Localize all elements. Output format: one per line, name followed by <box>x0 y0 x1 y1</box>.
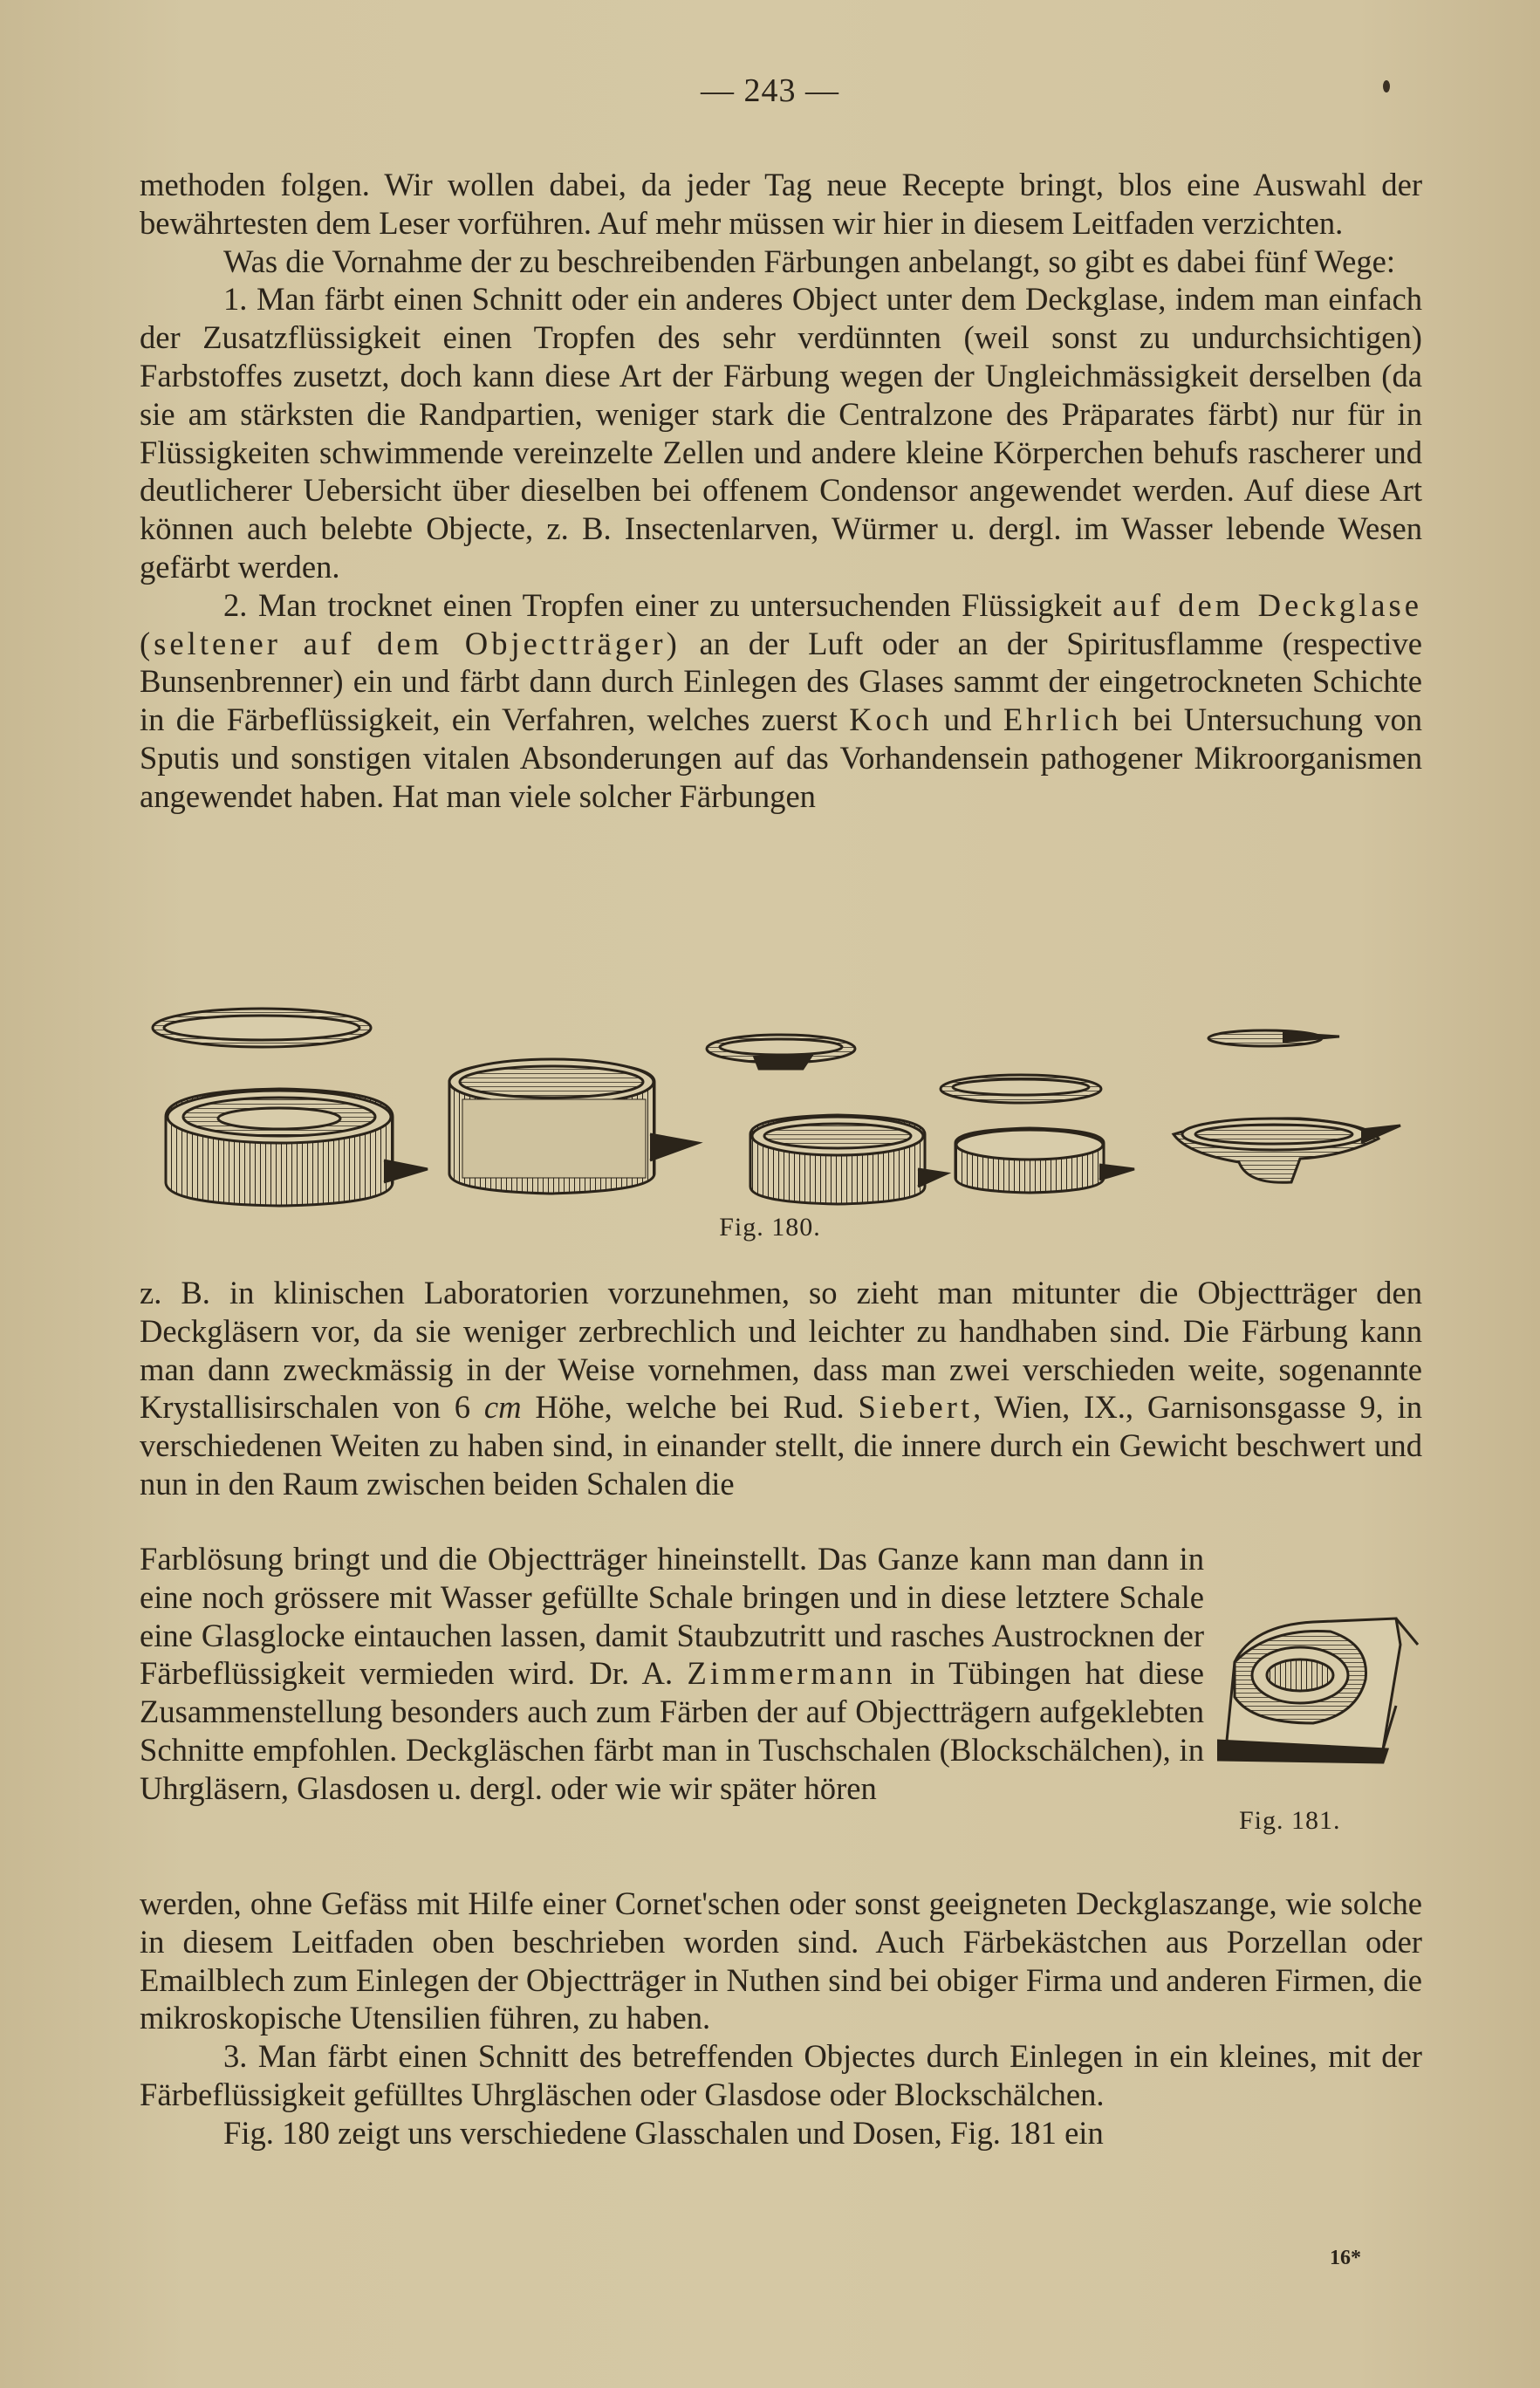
text-block-wrapped <box>140 1540 1204 1808</box>
printer-signature: 16* <box>1330 2247 1361 2269</box>
text-block-middle <box>140 1274 1422 1503</box>
dish-2 <box>449 1059 698 1194</box>
paragraph <box>140 1540 1204 1808</box>
paragraph: methoden folgen. Wir wollen dabei, da jeder Tag neue Recepte bringt, blos eine Auswahl der bewährtesten dem Leser vorführen. Auf mehr müssen wir hier in diesem Leitfaden verzichten. <box>140 167 1422 241</box>
author-name: Koch <box>849 701 933 738</box>
text-run: Höhe, welche bei Rud. <box>521 1389 859 1426</box>
paragraph: werden, ohne Gefäss mit Hilfe einer Cornet'schen oder sonst geeigneten Deckglaszange, wie solche in diesem Leitfaden oben beschrieben worden sind. Auch Färbekästchen aus Porzellan oder Emailblech zum Einlegen der Objectträger in Nuthen sind bei obiger Firma und anderen Firmen, die mikroskopische Utensilien führen, zu haben. <box>140 1885 1422 2036</box>
figure-caption: Fig. 180. <box>719 1213 821 1242</box>
text-block-top <box>140 166 1422 816</box>
emphasis-text: auf dem Deckglase (seltener auf dem Objectträger) <box>140 586 1422 661</box>
author-name: Siebert <box>858 1389 974 1426</box>
figure-caption: Fig. 181. <box>1239 1806 1341 1835</box>
ink-speck <box>1383 80 1390 92</box>
paragraph <box>140 586 1422 816</box>
dish-1 <box>153 1009 428 1206</box>
paragraph: 3. Man färbt einen Schnitt des betreffenden Objectes durch Einlegen in ein kleines, mit der Färbeflüssigkeit gefülltes Uhrgläschen oder Glasdose oder Blockschälchen. <box>140 2038 1422 2112</box>
unit-text: cm <box>483 1389 522 1426</box>
text-block-bottom <box>140 1885 1422 2152</box>
dish-3 <box>707 1035 947 1204</box>
fig-181-illustration <box>1217 1610 1427 1767</box>
paragraph: 1. Man färbt einen Schnitt oder ein anderes Object unter dem Deckglase, indem man einfach der Zusatzflüssigkeit einen Tropfen des sehr verdünnten (weil sonst zu undurchsichtigen) Farbstoffes zusetzt, doch kann diese Art der Färbung wegen der Ungleichmässigkeit derselben (da sie am stärksten die Randpartien, weniger stark die Centralzone des Präparates färbt) nur für in Flüssigkeiten schwimmende vereinzelte Zellen und andere kleine Körperchen behufs rascherer und deutlicherer Uebersicht über dieselben bei offenem Condensor angewendet werden. Auf diese Art können auch belebte Objecte, z. B. Insectenlarven, Würmer u. dergl. im Wasser lebende Wesen gefärbt werden. <box>140 281 1422 585</box>
author-name: Zimmermann <box>687 1655 896 1692</box>
page-number: — 243 — <box>701 72 839 109</box>
paragraph <box>140 1274 1422 1503</box>
text-run: in Tübingen hat diese Zusammenstellung besonders auch zum Färben der auf Objectträgern aufgeklebten Schnitte empfohlen. Deckgläschen färbt man in Tuschschalen (Blockschälchen), in Uhrgläsern, Glasdosen u. dergl. oder wie wir später hören <box>140 1655 1204 1806</box>
paragraph: Fig. 180 zeigt uns verschiedene Glasschalen und Dosen, Fig. 181 ein <box>223 2114 1104 2151</box>
paragraph: Was die Vornahme der zu beschreibenden Färbungen anbelangt, so gibt es dabei fünf Wege: <box>223 243 1396 279</box>
text-run: 2. Man trocknet einen Tropfen einer zu untersuchenden Flüssigkeit <box>223 586 1113 623</box>
text-run: , Wien, IX., Garnisonsgasse 9, in verschiedenen Weiten zu haben sind, in einander stellt, die innere durch ein Gewicht beschwert und nun in den Raum zwischen beiden Schalen die <box>140 1389 1422 1502</box>
text-run: Farblösung bringt und die Objectträger hineinstellt. Das Ganze kann man dann in eine noch grössere mit Wasser gefüllte Schale bringen und in diese letztere Schale eine Glasglocke eintauchen lassen, damit Staubzutritt und rasches Austrocknen der Färbeflüssigkeit vermieden wird. Dr. A. <box>140 1541 1204 1692</box>
text-run: bei Untersuchung von Sputis und sonstigen vitalen Absonderungen auf das Vorhandensein pathogener Mikroorganismen angewendet haben. Hat man viele solcher Färbungen <box>140 701 1423 814</box>
author-name: Ehrlich <box>1003 701 1122 738</box>
text-run: und <box>932 701 1003 738</box>
dish-5 <box>1174 1030 1400 1182</box>
fig-180-illustration <box>140 995 1422 1213</box>
dish-4 <box>941 1075 1134 1193</box>
text-run: z. B. in klinischen Laboratorien vorzunehmen, so zieht man mitunter die Objectträger den Deckgläsern vor, da sie weniger zerbrechlich und leichter zu handhaben sind. Die Färbung kann man dann zweckmässig in der Weise vornehmen, dass man zwei verschieden weite, sogenannte Krystallisirschalen von 6 <box>140 1275 1422 1426</box>
text-run: an der Luft oder an der Spiritusflamme (respective Bunsenbrenner) ein und färbt dann durch Einlegen des Glases sammt der eingetrockneten Schichte in die Färbeflüssigkeit, ein Verfahren, welches zuerst <box>140 625 1422 738</box>
